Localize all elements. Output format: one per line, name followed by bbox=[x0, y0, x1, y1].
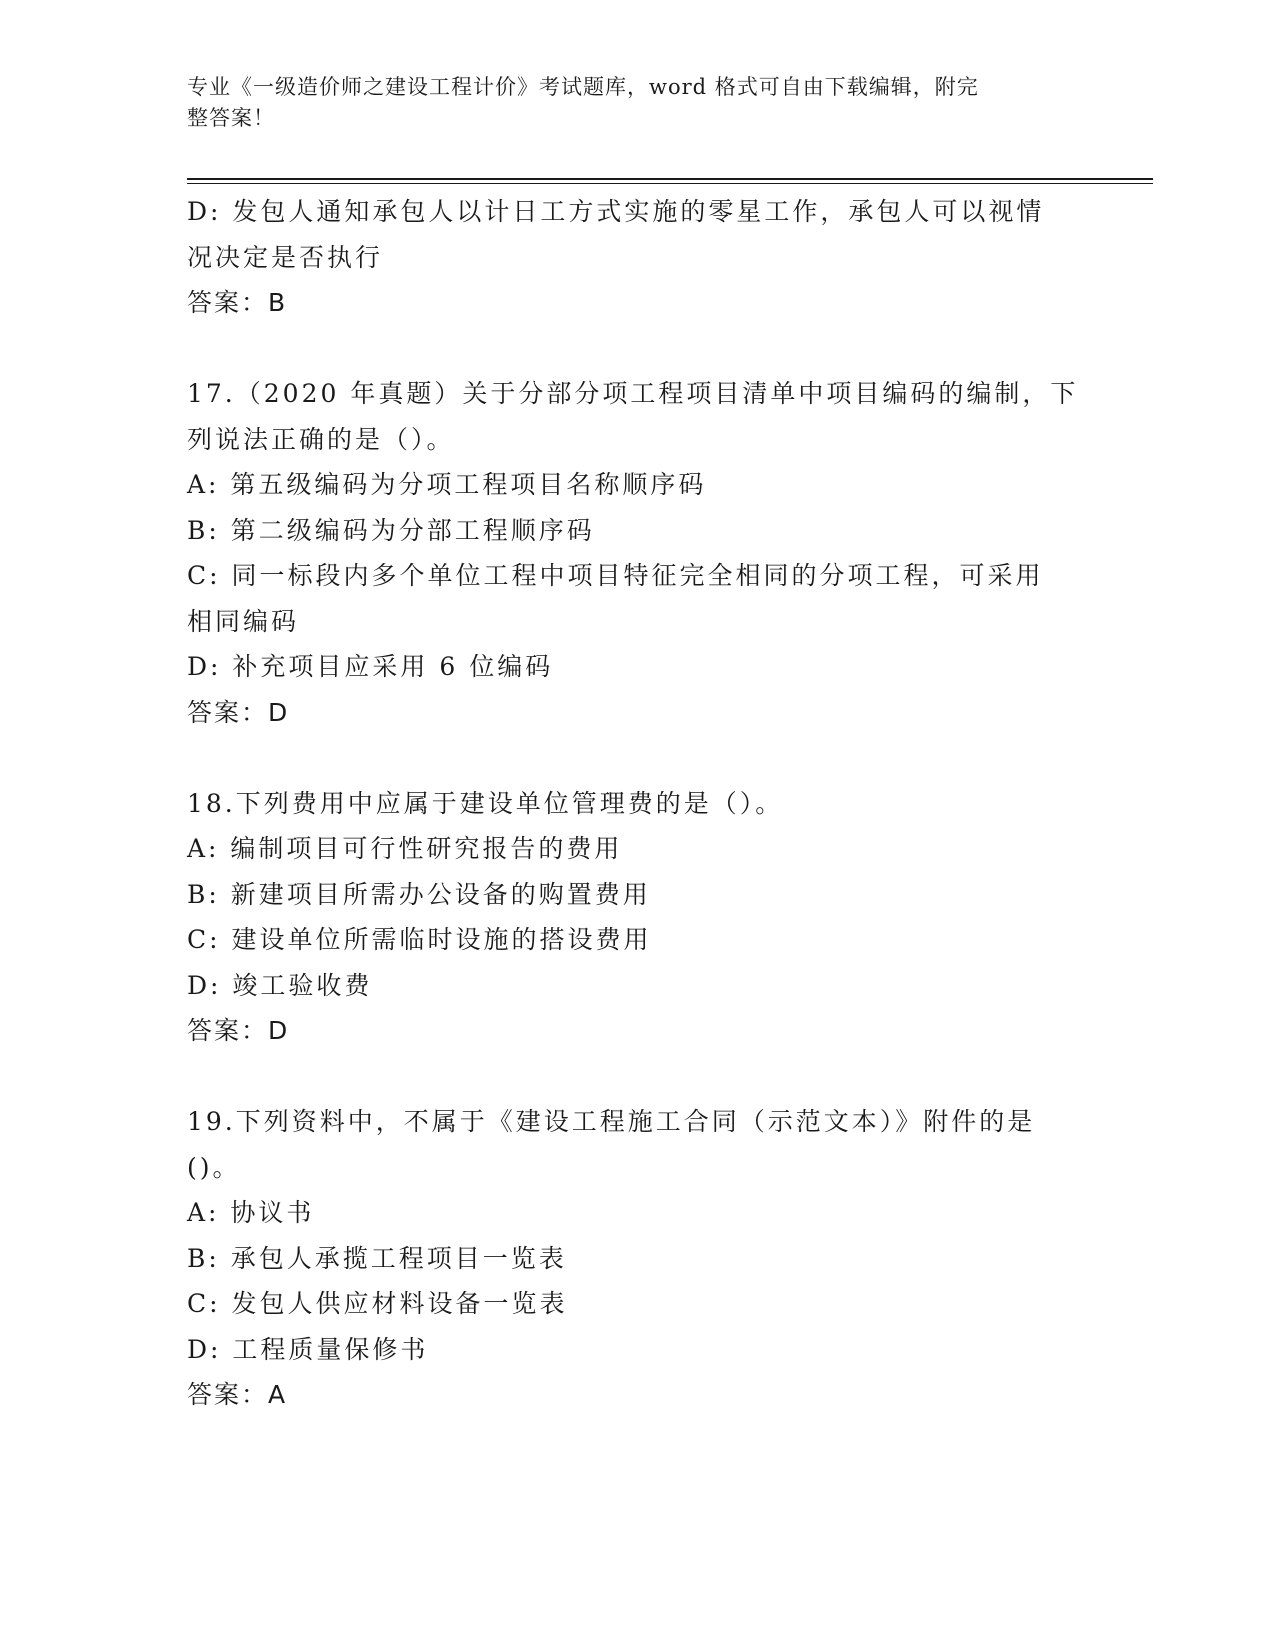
question-stem: 17.（2020 年真题）关于分部分项工程项目清单中项目编码的编制，下 bbox=[187, 379, 1079, 408]
question-content bbox=[187, 189, 1087, 1418]
spacer bbox=[187, 326, 1087, 372]
option-b: B: 承包人承揽工程项目一览表 bbox=[187, 1243, 567, 1273]
spacer bbox=[187, 735, 1087, 781]
option-d: D: 补充项目应采用 6 位编码 bbox=[187, 652, 554, 681]
option-c: C: 同一标段内多个单位工程中项目特征完全相同的分项工程，可采用 bbox=[187, 561, 1044, 590]
question-18 bbox=[187, 781, 1087, 1054]
header-divider-thin bbox=[187, 183, 1153, 184]
option-a: A: 编制项目可行性研究报告的费用 bbox=[187, 834, 623, 863]
header-line: 整答案！ bbox=[187, 106, 275, 130]
document-header bbox=[187, 72, 1067, 134]
answer-line: 答案：D bbox=[187, 697, 290, 727]
option-d: D: 工程质量保修书 bbox=[187, 1334, 429, 1364]
header-divider bbox=[187, 178, 1153, 180]
question-17 bbox=[187, 371, 1087, 735]
question-stem: 18.下列费用中应属于建设单位管理费的是（）。 bbox=[187, 788, 784, 818]
option-c: C: 发包人供应材料设备一览表 bbox=[187, 1289, 568, 1318]
previous-question-tail bbox=[187, 189, 1087, 326]
question-stem-continued: ()。 bbox=[187, 1152, 241, 1182]
question-stem-continued: 列说法正确的是（）。 bbox=[187, 424, 455, 454]
answer-line: 答案：D bbox=[187, 1016, 290, 1045]
question-stem: 19.下列资料中，不属于《建设工程施工合同（示范文本）》附件的是 bbox=[187, 1107, 1036, 1136]
header-line: 专业《一级造价师之建设工程计价》考试题库，word 格式可自由下载编辑，附完 bbox=[187, 75, 979, 99]
question-19 bbox=[187, 1099, 1087, 1418]
option-c: C: 建设单位所需临时设施的搭设费用 bbox=[187, 925, 652, 954]
answer-line: 答案：A bbox=[187, 1380, 288, 1409]
option-b: B: 新建项目所需办公设备的购置费用 bbox=[187, 879, 651, 909]
option-c-continued: 相同编码 bbox=[187, 606, 300, 636]
option-d: D: 发包人通知承包人以计日工方式实施的零星工作，承包人可以视情 bbox=[187, 197, 1045, 226]
option-a: A: 协议书 bbox=[187, 1198, 315, 1227]
spacer bbox=[187, 1054, 1087, 1100]
option-d: D: 竣工验收费 bbox=[187, 970, 373, 1000]
option-a: A: 第五级编码为分项工程项目名称顺序码 bbox=[187, 470, 707, 499]
option-d-continued: 况决定是否执行 bbox=[187, 242, 384, 272]
option-b: B: 第二级编码为分部工程顺序码 bbox=[187, 515, 595, 545]
answer-line: 答案：B bbox=[187, 288, 288, 317]
